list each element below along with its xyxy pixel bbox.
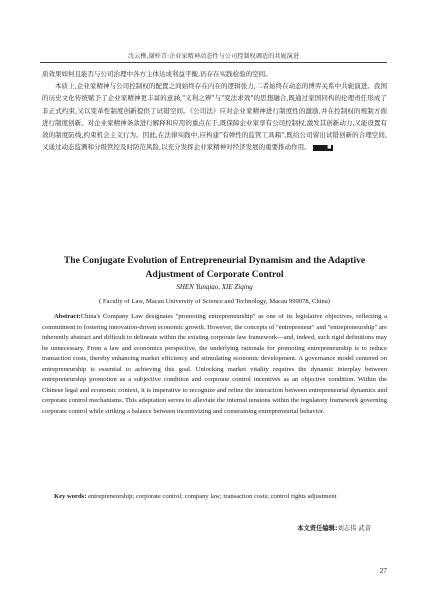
article-end-mark: ■: [313, 145, 333, 151]
editor-label: 本文责任编辑:: [297, 525, 338, 532]
editor-names: 刘志伟 武音: [337, 525, 371, 532]
english-affiliation: ( Faculty of Law, Macau University of Science and Technology, Macau 999078, China): [99, 298, 330, 305]
chinese-body: [42, 68, 387, 153]
responsible-editor: [297, 523, 371, 532]
english-authors: SHEN Yunqiao, XIE Ziqing: [176, 283, 253, 291]
chinese-paragraph-1: 质效果如何且能否与公司治理中各方主体达成利益平衡,仍存在实践检验的空间。: [42, 70, 272, 78]
header-rule: [40, 62, 387, 63]
keywords: [42, 492, 387, 503]
keywords-text: entrepreneurship; corporate control; company law; transaction costs; control rights adjustment: [88, 493, 337, 500]
abstract-text: China's Company Law designates "promoting entrepreneurship" as one of its legislative objectives, reflecting a commitment to fostering innovation-driven economic growth. However, the concepts of "entrepreneur" and "entrepreneurship" are inherently abstract and difficult to delineate within the existing corporate law framework—and, indeed, such rigid definitions may be unnecessary. From a law and economics perspective, the underlying rationale for promoting entrepreneurship is to reduce transaction costs, thereby enhancing market efficiency and stimulating economic development. A governance model centered on entrepreneurship is essential to achieving this goal. Unlocking market vitality requires the dynamic interplay between entrepreneurship promotion as a subjective condition and corporate control incentives as an objective condition. Within the Chinese legal and economic context, it is imperative to recognize and refine the interaction between entrepreneurial dynamics and corporate control mechanisms. This adaptation serves to alleviate the internal tensions within the regulatory framework governing corporate control while striking a balance between incentivizing and constraining entrepreneurial behavior.: [42, 313, 387, 415]
chinese-paragraph-2-text: 本质上,企业家精神与公司控制权的配置之间始终存在内在的逻辑张力,二者始终在动态的博弈关系中共轭演进。我国的历史文化传统赋予了企业家精神更丰富的意涵,"义利之辨"与"变法求效"的思想融合,既通过家国同构的伦理责任形成了非正式约束,又以变革性制度创新提供了试错空间。《公司法》应对企业家精神进行制度性的激励,并在控制权的规制方面进行制度创新。对企业家精神条款进行解释和应用的重点在于,既保障企业家享有公司控制权,激发其创新动力,又能设置有效的制度防线,约束机会主义行为。因此,在法律实践中,应构建"有弹性的监管工具箱",既给公司留出试错创新的合理空间,又通过动态监测和分级管控及时防范风险,以充分发挥企业家精神对经济发展的重要推动作用。: [42, 82, 387, 152]
english-title: The Conjugate Evolution of Entrepreneurial Dynamism and the Adaptive Adjustment of Corporate Control: [63, 255, 366, 280]
keywords-label: Key words:: [54, 493, 87, 500]
page-number: 27: [379, 566, 387, 575]
abstract-paragraph: [42, 312, 387, 417]
abstract-label: Abstract:: [54, 313, 81, 320]
running-head: 沈云樵,谢梓青:企业家精神动态性与公司控制权调适的共轭演进: [127, 53, 300, 60]
chinese-paragraph-2: [42, 80, 387, 153]
english-abstract: [42, 312, 387, 417]
